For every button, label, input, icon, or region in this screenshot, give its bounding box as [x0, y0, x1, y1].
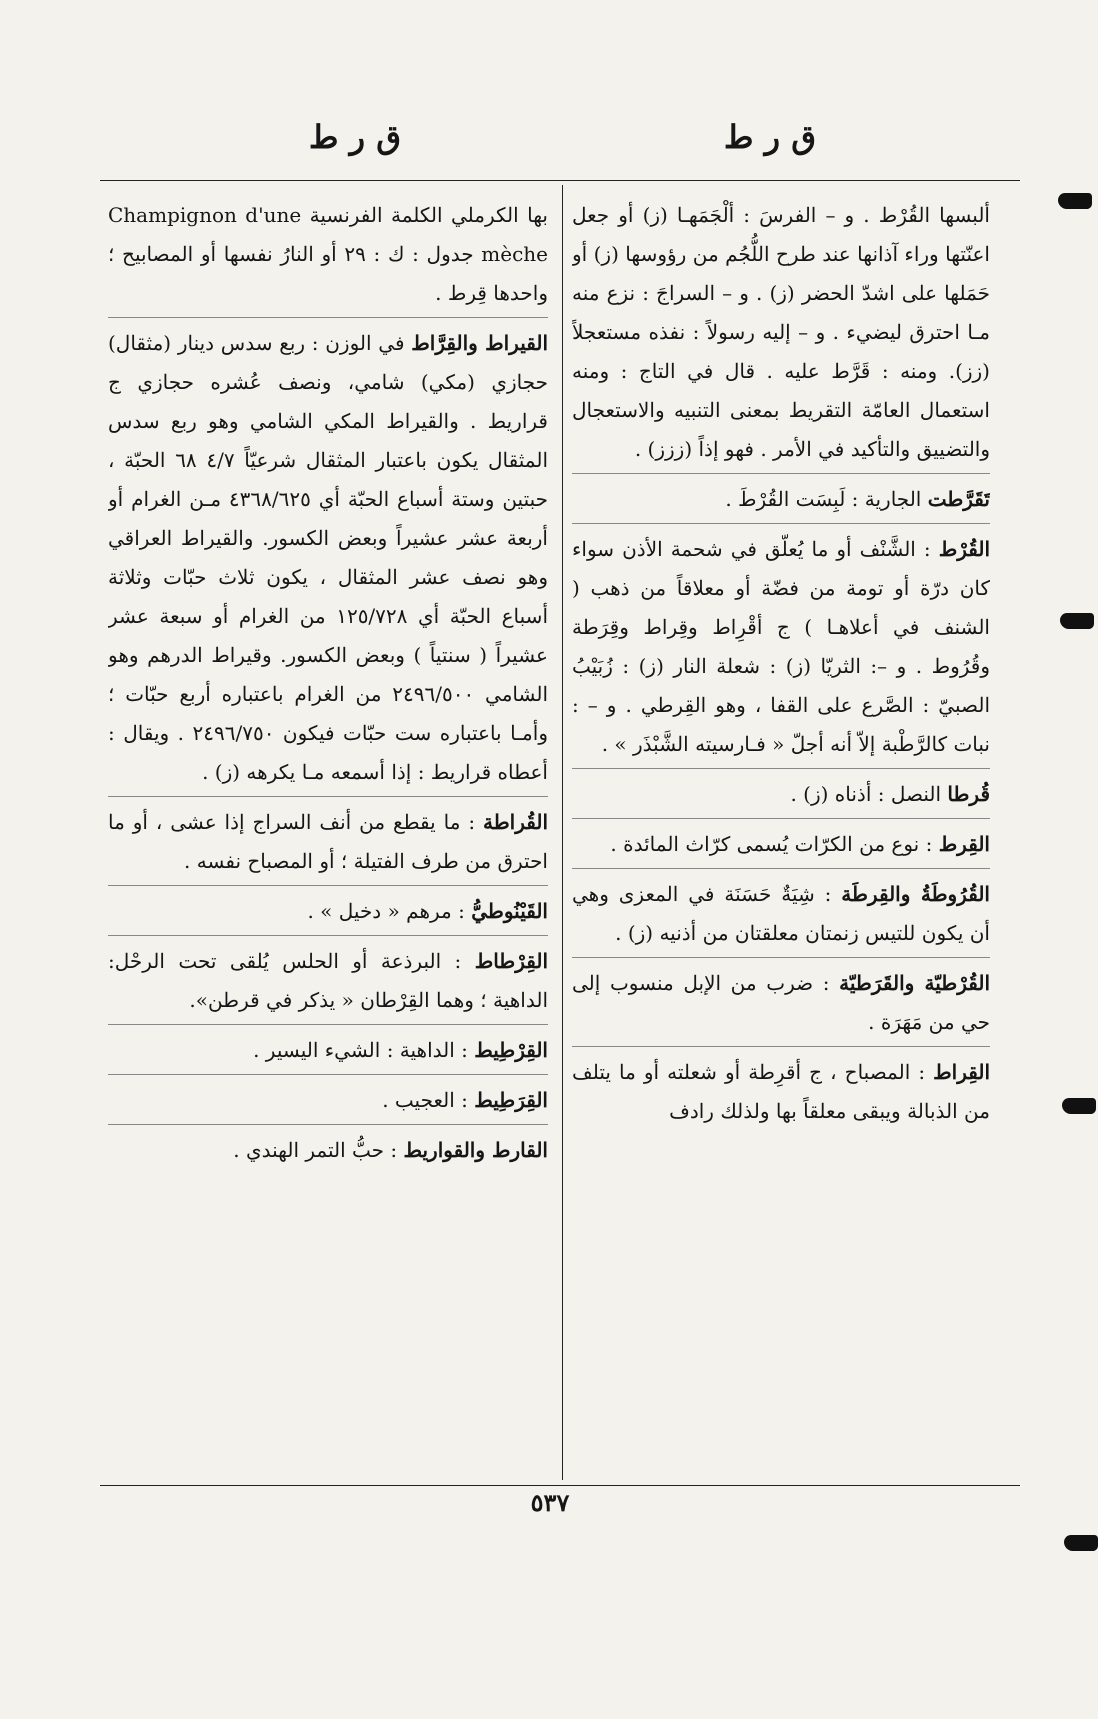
definition: : ضرب من الإبل منسوب إلى حي من مَهَرَة .	[572, 971, 990, 1034]
definition: الجارية : لَبِسَت القُرْطَ .	[725, 487, 922, 511]
headword: القِرَطِيط	[474, 1088, 548, 1112]
dictionary-entry	[572, 775, 990, 819]
headword: القُرُوطَةُ والقِرطَة	[841, 882, 990, 906]
dictionary-entry	[572, 196, 990, 474]
definition: : حبُّ التمر الهندي .	[233, 1138, 398, 1162]
headword: القِراط	[933, 1060, 990, 1084]
definition: : العجيب .	[382, 1088, 468, 1112]
headword: القُراطة	[483, 810, 548, 834]
headword: القِرط	[938, 832, 990, 856]
headword: القارط والقواريط	[403, 1138, 548, 1162]
dictionary-entry	[108, 892, 548, 936]
footer-rule	[100, 1485, 1020, 1486]
definition: : المصباح ، ج أقرِطة أو شعلته أو ما يتلف من الذبالة ويبقى معلقاً بها ولذلك رادف	[572, 1060, 990, 1123]
page-number: ٥٣٧	[530, 1488, 570, 1517]
header-rule	[100, 180, 1020, 181]
dictionary-entry	[108, 196, 548, 318]
definition: : نوع من الكرّات يُسمى كرّاث المائدة .	[610, 832, 933, 856]
definition: النصل : أذناه (ز) .	[790, 782, 942, 806]
headword: قُرطا	[947, 782, 990, 806]
definition: : الداهية : الشيء اليسير .	[253, 1038, 468, 1062]
definition: : مرهم « دخيل » .	[307, 899, 465, 923]
dictionary-entry	[572, 964, 990, 1047]
definition: : الشَّنْف أو ما يُعلّق في شحمة الأذن سواء كان درّة أو تومة من فضّة أو معلاقاً من ذهب ( الشنف في أعلاهـا ) ج أقْرِاط وقِراط وقِرَطة وقُرُوط . و –: الثريّا (ز) : شعلة النار (ز) : زُبَيْبُ الصبيّ : الصَّرع على القفا ، وهو القِرطي . و – : نبات كالرَّطْبة إلاّ أنه أجلّ « فـارسيته الشَّبْذَر » .	[572, 537, 990, 756]
margin-mark	[1064, 1535, 1098, 1551]
column-divider	[562, 185, 563, 1480]
headword: القِرْطاط	[474, 949, 548, 973]
dictionary-entry	[108, 1081, 548, 1125]
definition: : البرذعة أو الحلس يُلقى تحت الرحْل: الداهية ؛ وهما القِرْطان « يذكر في قرطن».	[108, 949, 548, 1012]
left-column	[108, 196, 548, 1476]
headword: القِرْطِيط	[474, 1038, 548, 1062]
dictionary-entry	[108, 803, 548, 886]
right-column	[572, 196, 990, 1476]
margin-mark	[1058, 193, 1092, 209]
running-head-right: ق ر ط	[723, 118, 817, 156]
dictionary-entry	[108, 942, 548, 1025]
dictionary-entry	[108, 324, 548, 797]
dictionary-entry	[108, 1031, 548, 1075]
headword: القُرْطيّة والقَرَطيّة	[839, 971, 990, 995]
headword: القُرْط	[938, 537, 990, 561]
dictionary-entry	[572, 1053, 990, 1135]
dictionary-entry	[108, 1131, 548, 1174]
definition: ألبسها القُرْط . و – الفرسَ : ألْجَمَهـا (ز) أو جعل اعنّتها وراء آذانها عند طرح اللُّجُم من رؤوسها (ز) أو حَمَلها على اشدّ الحضر (ز) . و – السراجَ : نزع منه مـا احترق ليضيء . و – إليه رسولاً : نفذه مستعجلاً (زز). ومنه : قَرَّط عليه . قال في التاج : ومنه استعمال العامّة التقريط بمعنى التنبيه والاستعجال والتضييق والتأكيد في الأمر . فهو إذاً (ززز) .	[572, 203, 990, 461]
dictionary-entry	[572, 530, 990, 769]
definition: : ما يقطع من أنف السراج إذا عشى ، أو ما احترق من طرف الفتيلة ؛ أو المصباح نفسه .	[108, 810, 548, 873]
definition: بها الكرملي الكلمة الفرنسية Champignon d'une mèche جدول : ك : ٢٩ أو النارُ نفسها أو المصابيح ؛ واحدها قِرط .	[108, 203, 548, 305]
headword: تَقَرَّطت	[927, 487, 990, 511]
headword: القَيْنُوطيُّ	[471, 899, 548, 923]
definition: : شِيَةٌ حَسَنَة في المعزى وهي أن يكون للتيس زنمتان معلقتان من أذنيه (ز) .	[572, 882, 990, 945]
dictionary-entry	[572, 480, 990, 524]
margin-mark	[1062, 1098, 1096, 1114]
running-head-left: ق ر ط	[308, 118, 402, 156]
headword: القيراط والقِرَّاط	[411, 331, 548, 355]
dictionary-entry	[572, 825, 990, 869]
margin-mark	[1060, 613, 1094, 629]
definition: في الوزن : ربع سدس دينار (مثقال) حجازي (مكي) شامي، ونصف عُشره حجازي ج قراريط . والقيراط المكي الشامي وهو ربع سدس المثقال يكون باعتبار المثقال شرعيّاً ٤/٧ ٦٨ الحبّة ، حبتين وستة أسباع الحبّة أي ٤٣٦٨/٦٢٥ مـن الغرام أو أربعة عشر عشيراً وبعض الكسور. والقيراط العراقي وهو نصف عشر المثقال ، يكون ثلاث حبّات وثلاثة أسباع الحبّة أي ١٢٥/٧٢٨ من الغرام أو سبعة عشر عشيراً ( سنتياً ) وبعض الكسور. وقيراط الدرهم وهو الشامي ٢٤٩٦/٥٠٠ من الغرام باعتباره أربع حبّات ؛ وأمـا باعتباره ست حبّات فيكون ٢٤٩٦/٧٥٠ . ويقال : أعطاه قراريط : إذا أسمعه مـا يكرهه (ز) .	[108, 331, 548, 784]
dictionary-entry	[572, 875, 990, 958]
